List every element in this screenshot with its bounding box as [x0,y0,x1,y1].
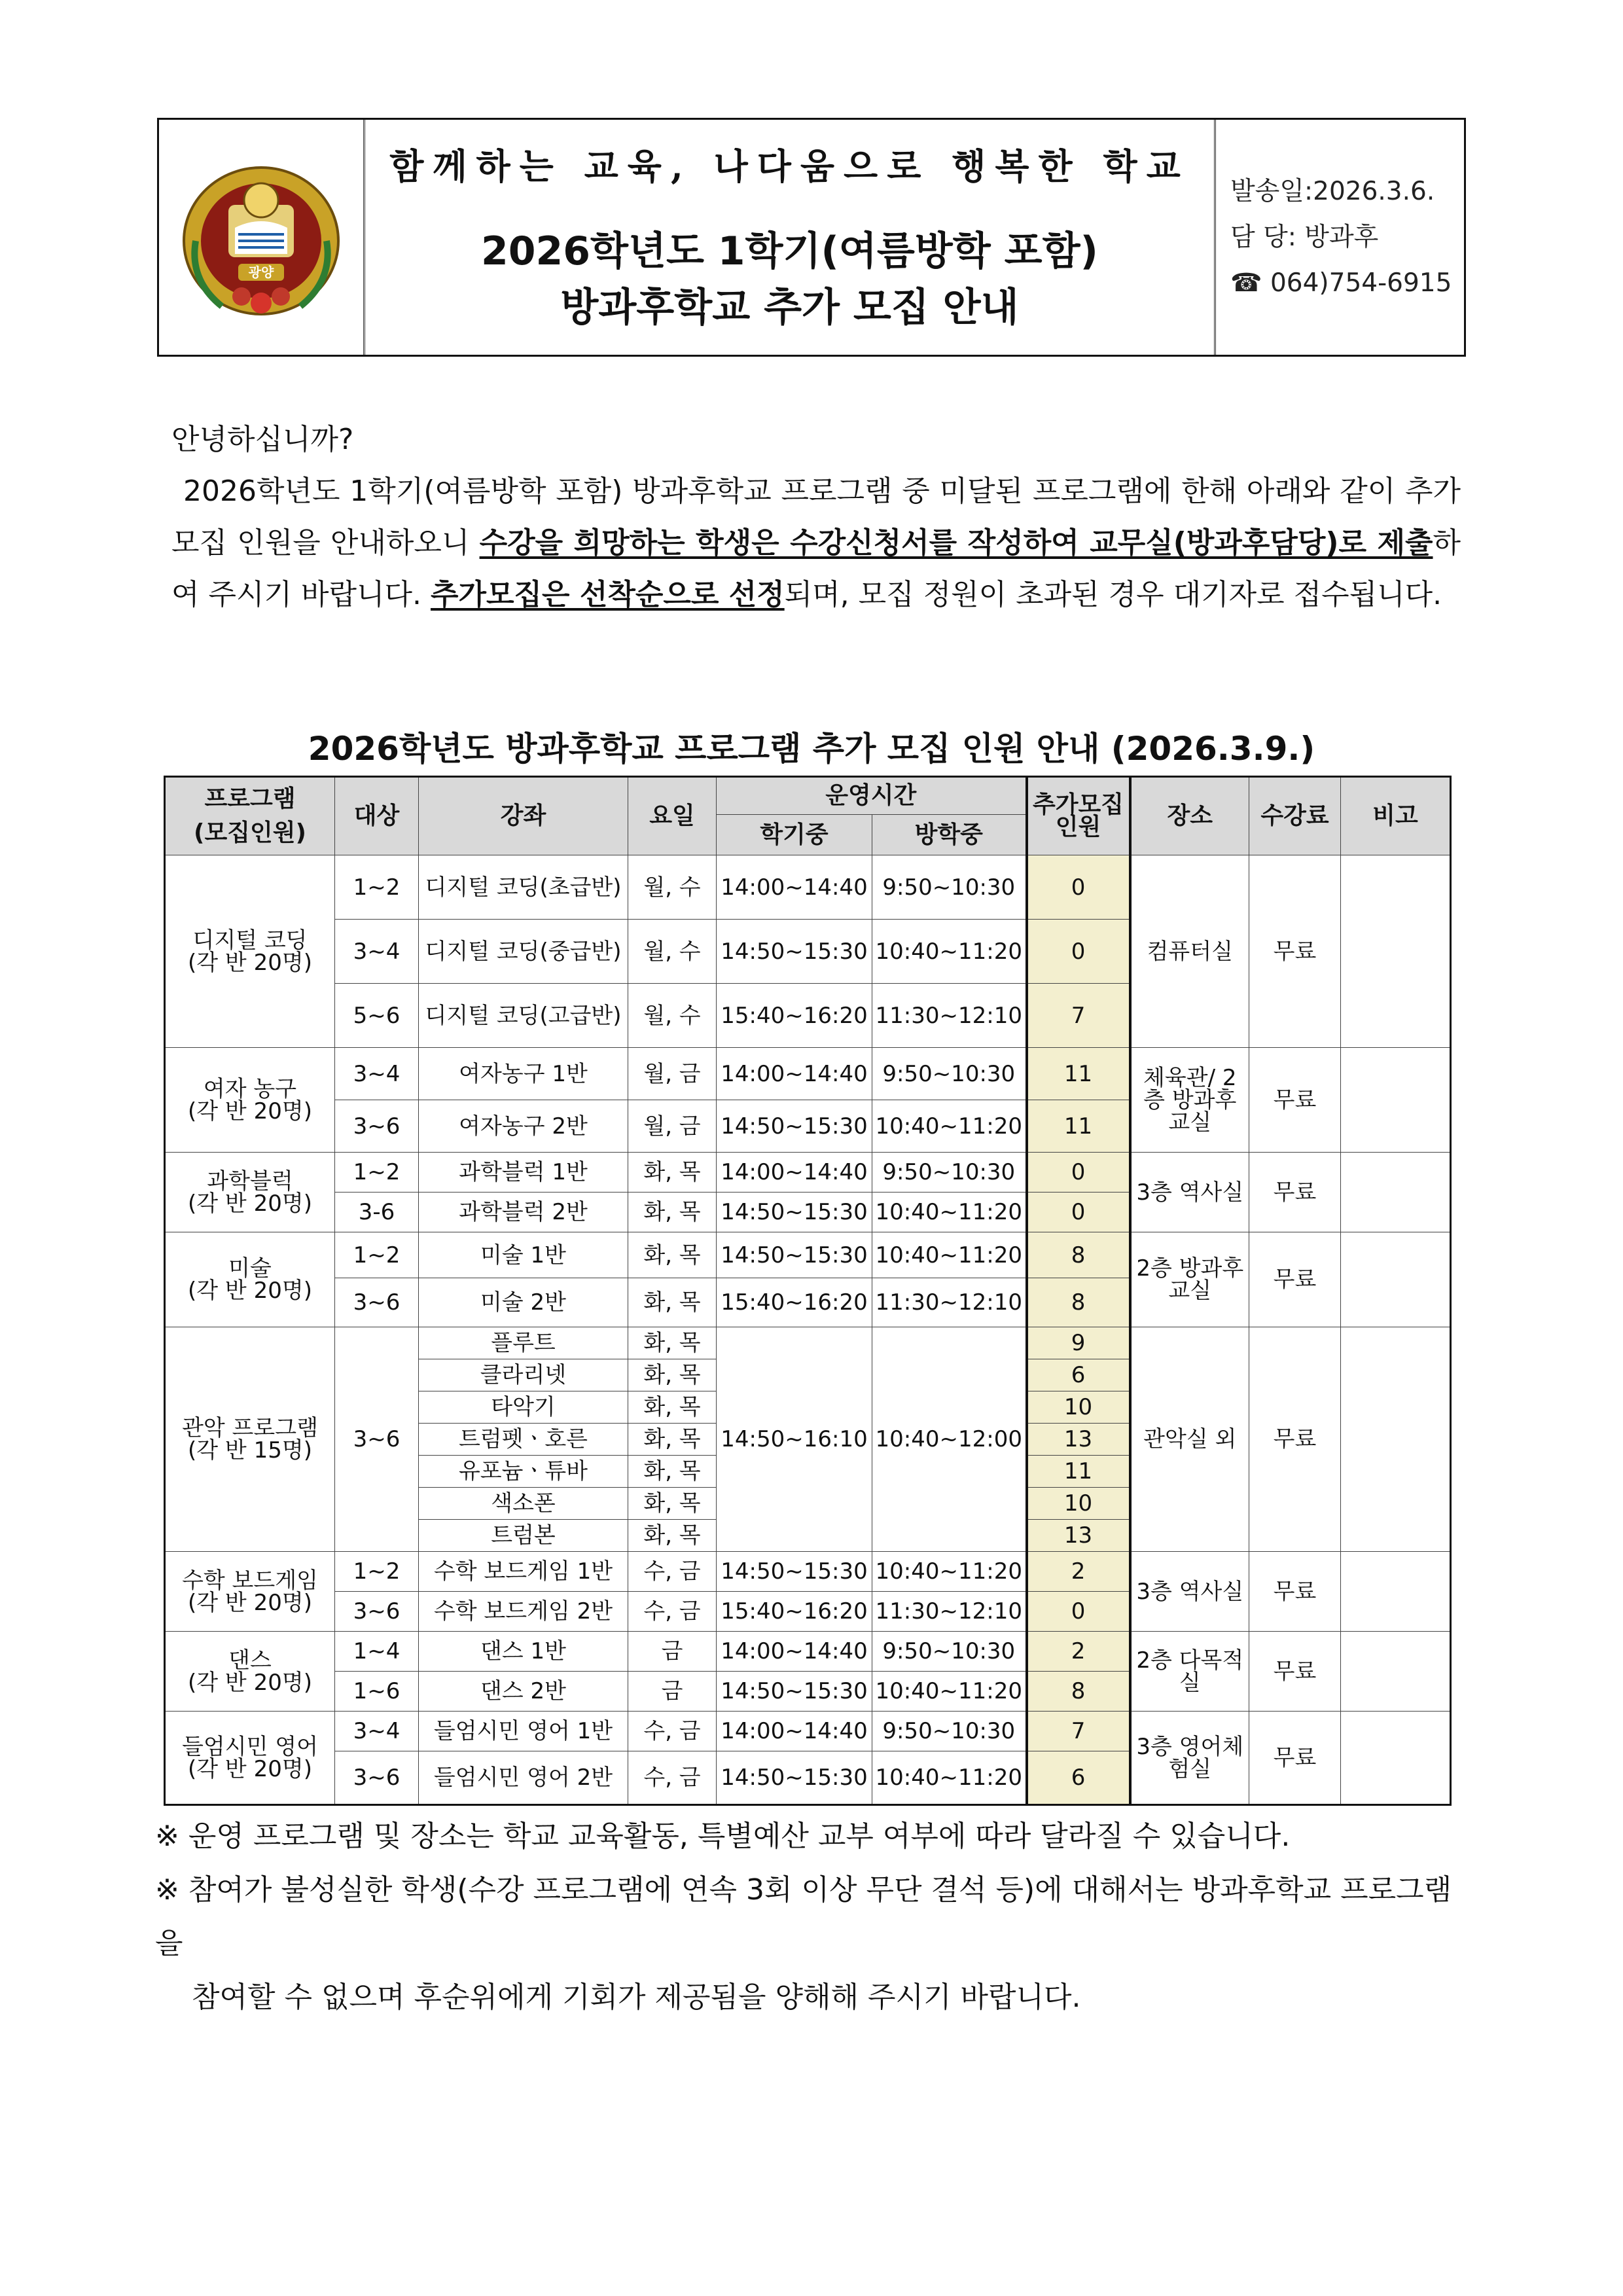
col-program-label: 프로그램 [204,785,296,812]
day-cell: 월, 수 [628,855,717,920]
day-cell: 화, 목 [628,1456,717,1488]
target-cell: 3-6 [335,1193,419,1232]
target-cell: 3~6 [335,1592,419,1632]
header-info-cell [1216,120,1464,355]
col-program [165,777,335,855]
course-cell: 클라리넷 [419,1359,628,1391]
program-table [164,776,1452,1806]
header-row [165,777,1451,815]
semester-time-cell: 14:00~14:40 [717,1048,872,1100]
semester-time-cell: 15:40~16:20 [717,1592,872,1632]
day-cell: 화, 목 [628,1391,717,1424]
semester-time-cell: 14:00~14:40 [717,855,872,920]
col-day: 요일 [628,777,717,855]
quota-cell: 6 [1027,1751,1130,1805]
note-cell [1341,1632,1451,1712]
quota-cell: 13 [1027,1520,1130,1552]
note-cell [1341,1552,1451,1632]
note-cell [1341,1712,1451,1805]
quota-cell: 6 [1027,1359,1130,1391]
intro-emphasis-submit: 수강을 희망하는 학생은 수강신청서를 작성하여 교무실(방과후담당)로 제출 [479,526,1433,560]
day-cell: 금 [628,1632,717,1672]
semester-time-cell: 15:40~16:20 [717,1278,872,1327]
target-cell: 1~6 [335,1672,419,1712]
course-cell: 과학블럭 2반 [419,1193,628,1232]
note-cell [1341,1153,1451,1232]
table-row [165,1712,1451,1751]
place-cell: 체육관/ 2층 방과후교실 [1130,1048,1249,1153]
course-cell: 트럼본 [419,1520,628,1552]
semester-time-cell: 14:50~15:30 [717,1193,872,1232]
quota-cell: 7 [1027,1712,1130,1751]
fee-cell: 무료 [1249,1232,1341,1327]
place-cell: 3층 영어체험실 [1130,1712,1249,1805]
quota-cell: 0 [1027,1193,1130,1232]
place-cell: 관악실 외 [1130,1327,1249,1552]
notes-section [155,1810,1464,2024]
intro-start: 2026학년도 1학기(여름방학 포함) 방과후학교 프로그램 중 미달된 프로그램에 한해 아래와 같이 추가모집 인원을 안내하오니 [171,475,1461,560]
course-cell: 여자농구 1반 [419,1048,628,1100]
quota-cell: 0 [1027,1153,1130,1193]
fee-cell: 무료 [1249,1048,1341,1153]
vacation-time-cell: 10:40~11:20 [872,1552,1027,1592]
day-cell: 월, 수 [628,984,717,1048]
col-quota: 추가모집 인원 [1027,777,1130,855]
col-fee: 수강료 [1249,777,1341,855]
target-cell: 1~4 [335,1632,419,1672]
vacation-time-cell: 11:30~12:10 [872,984,1027,1048]
quota-cell: 0 [1027,920,1130,984]
day-cell: 화, 목 [628,1232,717,1278]
page-title-line2: 방과후학교 추가 모집 안내 [560,285,1019,331]
table-row [165,1232,1451,1278]
day-cell: 화, 목 [628,1424,717,1456]
quota-cell: 8 [1027,1232,1130,1278]
table-row [165,1552,1451,1592]
vacation-time-cell: 10:40~12:00 [872,1327,1027,1552]
fee-cell: 무료 [1249,1632,1341,1712]
quota-cell: 0 [1027,1592,1130,1632]
course-cell: 디지털 코딩(초급반) [419,855,628,920]
intro-emphasis-first-come: 추가모집은 선착순으로 선정 [430,578,785,611]
quota-cell: 13 [1027,1424,1130,1456]
place-cell: 3층 역사실 [1130,1552,1249,1632]
day-cell: 금 [628,1672,717,1712]
vacation-time-cell: 10:40~11:20 [872,1193,1027,1232]
quota-cell: 0 [1027,855,1130,920]
page-title-line1: 2026학년도 1학기(여름방학 포함) [481,228,1098,274]
course-cell: 트럼펫ㆍ호른 [419,1424,628,1456]
fee-cell: 무료 [1249,1552,1341,1632]
course-cell: 플루트 [419,1327,628,1359]
program-name: 관악 프로그램 (각 반 15명) [165,1327,335,1552]
course-cell: 수학 보드게임 2반 [419,1592,628,1632]
course-cell: 미술 1반 [419,1232,628,1278]
vacation-time-cell: 10:40~11:20 [872,920,1027,984]
target-cell: 3~6 [335,1751,419,1805]
vacation-time-cell: 11:30~12:10 [872,1592,1027,1632]
vacation-time-cell: 9:50~10:30 [872,1048,1027,1100]
place-cell: 컴퓨터실 [1130,855,1249,1048]
semester-time-cell: 14:00~14:40 [717,1632,872,1672]
school-emblem-icon [176,149,346,326]
table-row [165,1048,1451,1100]
note-cell [1341,1232,1451,1327]
quota-cell: 2 [1027,1552,1130,1592]
day-cell: 수, 금 [628,1712,717,1751]
target-cell: 1~2 [335,1153,419,1193]
course-cell: 들엄시민 영어 1반 [419,1712,628,1751]
day-cell: 월, 금 [628,1048,717,1100]
vacation-time-cell: 10:40~11:20 [872,1751,1027,1805]
course-cell: 디지털 코딩(중급반) [419,920,628,984]
note-cell [1341,855,1451,1048]
vacation-time-cell: 9:50~10:30 [872,1712,1027,1751]
intro-paragraph [171,465,1461,620]
semester-time-cell: 14:50~15:30 [717,1100,872,1153]
day-cell: 수, 금 [628,1751,717,1805]
course-cell: 들엄시민 영어 2반 [419,1751,628,1805]
semester-time-cell: 14:50~15:30 [717,1751,872,1805]
semester-time-cell: 14:50~15:30 [717,920,872,984]
fee-cell: 무료 [1249,855,1341,1048]
target-cell: 3~6 [335,1100,419,1153]
day-cell: 화, 목 [628,1278,717,1327]
vacation-time-cell: 9:50~10:30 [872,1632,1027,1672]
semester-time-cell: 15:40~16:20 [717,984,872,1048]
logo-text: 광양 [248,264,274,280]
vacation-time-cell: 10:40~11:20 [872,1100,1027,1153]
table-row [165,1153,1451,1193]
target-cell: 1~2 [335,1552,419,1592]
day-cell: 수, 금 [628,1592,717,1632]
col-program-sub: (모집인원) [193,819,306,846]
target-cell: 3~4 [335,1712,419,1751]
target-cell: 3~4 [335,920,419,984]
fee-cell: 무료 [1249,1327,1341,1552]
course-cell: 디지털 코딩(고급반) [419,984,628,1048]
header-box [157,118,1466,357]
issue-date: 발송일:2026.3.6. [1230,176,1435,206]
intro-mid: 하여 주시기 바랍니다. [171,526,1461,611]
target-cell: 3~4 [335,1048,419,1100]
day-cell: 화, 목 [628,1327,717,1359]
table-row [165,1327,1451,1359]
semester-time-cell: 14:00~14:40 [717,1153,872,1193]
table-title: 2026학년도 방과후학교 프로그램 추가 모집 인원 안내 (2026.3.9.) [308,730,1315,768]
col-note: 비고 [1341,777,1451,855]
table-row [165,855,1451,920]
quota-cell: 10 [1027,1391,1130,1424]
vacation-time-cell: 9:50~10:30 [872,1153,1027,1193]
col-target: 대상 [335,777,419,855]
note-absence-line1: ※ 참여가 불성실한 학생(수강 프로그램에 연속 3회 이상 무단 결석 등)에 대해서는 방과후학교 프로그램을 [155,1873,1452,1960]
quota-cell: 7 [1027,984,1130,1048]
vacation-time-cell: 10:40~11:20 [872,1232,1027,1278]
contact-person: 담 당: 방과후 [1230,222,1379,252]
quota-cell: 9 [1027,1327,1130,1359]
intro-end: 되며, 모집 정원이 초과된 경우 대기자로 접수됩니다. [784,578,1442,611]
target-cell: 3~6 [335,1278,419,1327]
intro-text [171,414,1461,620]
course-cell: 수학 보드게임 1반 [419,1552,628,1592]
header-title-cell [365,120,1216,355]
note-absence-line2: 참여할 수 없으며 후순위에게 기회가 제공됨을 양해해 주시기 바랍니다. [192,1981,1081,2014]
program-name: 디지털 코딩 (각 반 20명) [165,855,335,1048]
col-vacation: 방학중 [872,815,1027,855]
day-cell: 월, 수 [628,920,717,984]
day-cell: 수, 금 [628,1552,717,1592]
course-cell: 댄스 2반 [419,1672,628,1712]
course-cell: 여자농구 2반 [419,1100,628,1153]
fee-cell: 무료 [1249,1153,1341,1232]
course-cell: 색소폰 [419,1488,628,1520]
day-cell: 화, 목 [628,1488,717,1520]
col-place: 장소 [1130,777,1249,855]
course-cell: 댄스 1반 [419,1632,628,1672]
note-program-change: ※ 운영 프로그램 및 장소는 학교 교육활동, 특별예산 교부 여부에 따라 달라질 수 있습니다. [155,1820,1291,1853]
semester-time-cell: 14:50~15:30 [717,1552,872,1592]
col-time: 운영시간 [717,777,1027,815]
quota-cell: 10 [1027,1488,1130,1520]
col-semester: 학기중 [717,815,872,855]
target-cell: 1~2 [335,1232,419,1278]
course-cell: 미술 2반 [419,1278,628,1327]
day-cell: 화, 목 [628,1193,717,1232]
target-cell: 1~2 [335,855,419,920]
place-cell: 3층 역사실 [1130,1153,1249,1232]
school-slogan: 함께하는 교육, 나다움으로 행복한 학교 [389,145,1190,187]
col-course: 강좌 [419,777,628,855]
course-cell: 과학블럭 1반 [419,1153,628,1193]
course-cell: 유포늄ㆍ튜바 [419,1456,628,1488]
day-cell: 월, 금 [628,1100,717,1153]
quota-cell: 11 [1027,1456,1130,1488]
quota-cell: 11 [1027,1100,1130,1153]
quota-cell: 8 [1027,1672,1130,1712]
program-name: 여자 농구 (각 반 20명) [165,1048,335,1153]
semester-time-cell: 14:50~16:10 [717,1327,872,1552]
vacation-time-cell: 10:40~11:20 [872,1672,1027,1712]
semester-time-cell: 14:50~15:30 [717,1672,872,1712]
quota-cell: 2 [1027,1632,1130,1672]
note-cell [1341,1048,1451,1153]
logo-cell [159,120,365,355]
day-cell: 화, 목 [628,1153,717,1193]
program-name: 과학블럭 (각 반 20명) [165,1153,335,1232]
program-name: 수학 보드게임 (각 반 20명) [165,1552,335,1632]
program-name: 들엄시민 영어 (각 반 20명) [165,1712,335,1805]
day-cell: 화, 목 [628,1520,717,1552]
place-cell: 2층 다목적실 [1130,1632,1249,1712]
greeting: 안녕하십니까? [171,423,354,456]
vacation-time-cell: 11:30~12:10 [872,1278,1027,1327]
day-cell: 화, 목 [628,1359,717,1391]
place-cell: 2층 방과후교실 [1130,1232,1249,1327]
note-cell [1341,1327,1451,1552]
target-cell: 3~6 [335,1327,419,1552]
program-name: 댄스 (각 반 20명) [165,1632,335,1712]
contact-phone: ☎ 064)754-6915 [1230,268,1452,298]
quota-cell: 8 [1027,1278,1130,1327]
table-row [165,1632,1451,1672]
vacation-time-cell: 9:50~10:30 [872,855,1027,920]
semester-time-cell: 14:50~15:30 [717,1232,872,1278]
program-name: 미술 (각 반 20명) [165,1232,335,1327]
quota-cell: 11 [1027,1048,1130,1100]
course-cell: 타악기 [419,1391,628,1424]
semester-time-cell: 14:00~14:40 [717,1712,872,1751]
target-cell: 5~6 [335,984,419,1048]
fee-cell: 무료 [1249,1712,1341,1805]
